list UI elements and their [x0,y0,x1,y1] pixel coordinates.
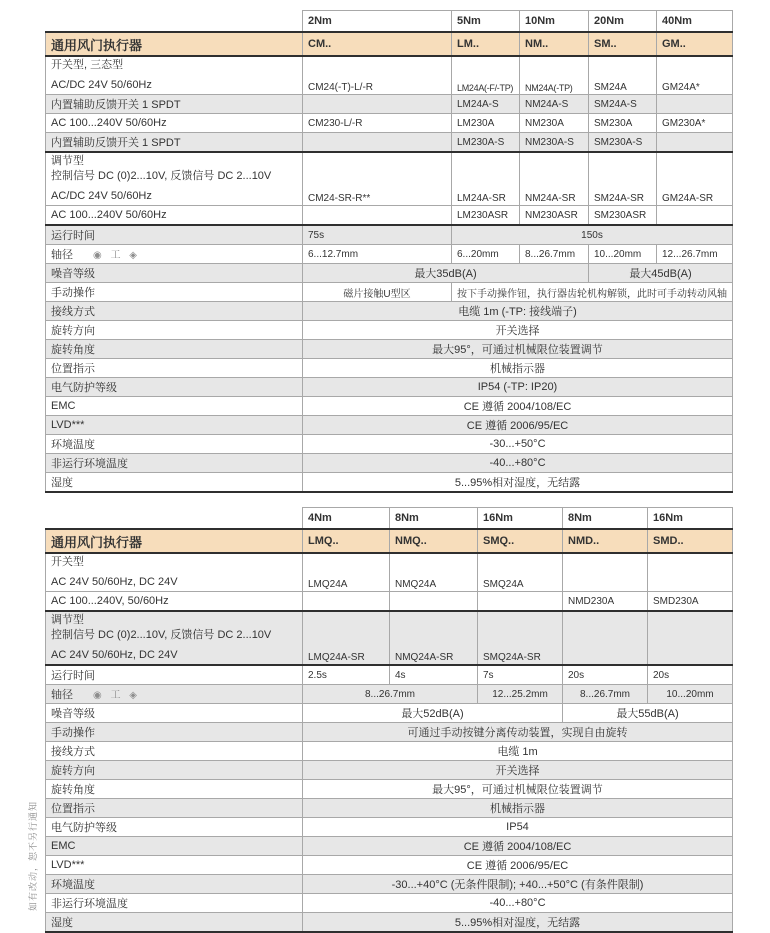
family-cell: SMQ.. [478,529,563,553]
row-modulating-ac230 [46,206,733,226]
row-label: 位置指示 [46,359,303,378]
row-ambient-temp [46,875,733,894]
model-cell [563,611,648,665]
row-rotation-angle [46,780,733,799]
row-ambient-temp [46,435,733,454]
value-cell: IP54 (-TP: IP20) [303,378,733,397]
value-cell: 4s [390,665,478,685]
model-cell: NM24A(-TP) [520,56,589,95]
section-title: 调节型 [51,155,84,167]
row-modulating [46,152,733,206]
model-cell: LMQ24A [303,553,390,592]
section-title: 开关型, 三态型 [51,59,124,71]
value-cell: CE 遵循 2004/108/EC [303,837,733,856]
value-cell: 最大55dB(A) [563,704,733,723]
row-rotation-direction [46,321,733,340]
row-emc [46,837,733,856]
torque-cell: 16Nm [648,508,733,530]
model-cell: NM230ASR [520,206,589,226]
value-cell: 磁片接触U型区 [303,283,452,302]
power-label: AC 24V 50/60Hz, DC 24V [51,576,178,588]
model-cell: NMD230A [563,592,648,612]
row-label: 手动操作 [46,283,303,302]
value-cell: 机械指示器 [303,799,733,818]
row-wiring [46,742,733,761]
row-label [46,553,303,592]
row-label: LVD*** [46,416,303,435]
model-cell [648,611,733,665]
value-cell: 最大35dB(A) [303,264,589,283]
value-cell: 2.5s [303,665,390,685]
value-cell: -40...+80°C [303,454,733,473]
value-cell: 75s [303,225,452,245]
row-label: 运行时间 [46,665,303,685]
family-cell: LMQ.. [303,529,390,553]
row-label: 轴径 ◉ 工 ◈ [46,245,303,264]
row-switch-ac230 [46,592,733,612]
value-cell: 开关选择 [303,761,733,780]
row-label: 旋转角度 [46,340,303,359]
model-cell: NM24A-S [520,95,589,114]
model-cell [390,592,478,612]
section-title: 开关型 [51,556,84,568]
row-aux-switch-2 [46,133,733,153]
model-cell [303,206,452,226]
row-label [46,56,303,95]
value-cell: 可通过手动按键分离传动装置，实现自由旋转 [303,723,733,742]
header-spacer [46,508,303,530]
value-cell: 最大95°，可通过机械限位装置调节 [303,340,733,359]
value-cell: 机械指示器 [303,359,733,378]
model-cell: GM24A* [657,56,733,95]
row-label: LVD*** [46,856,303,875]
model-cell: LM230A-S [452,133,520,153]
row-label: 接线方式 [46,742,303,761]
value-cell: 20s [648,665,733,685]
actuator-spec-table-1 [45,10,733,493]
shaft-profile-icons: ◉ 工 ◈ [93,690,140,701]
value-cell: 8...26.7mm [520,245,589,264]
model-cell: SM230A [589,114,657,133]
value-cell: 最大95°，可通过机械限位装置调节 [303,780,733,799]
model-cell: SMD230A [648,592,733,612]
family-cell: SM.. [589,32,657,56]
value-cell: 5...95%相对湿度，无结露 [303,913,733,933]
torque-cell: 16Nm [478,508,563,530]
row-label [46,611,303,665]
row-label: 电气防护等级 [46,818,303,837]
row-label: 内置辅助反馈开关 1 SPDT [46,95,303,114]
value-cell: 最大45dB(A) [589,264,733,283]
torque-cell: 20Nm [589,11,657,33]
model-cell: LM230ASR [452,206,520,226]
model-cell: SM24A-S [589,95,657,114]
model-cell [648,553,733,592]
row-switch-ac230 [46,114,733,133]
value-cell: 5...95%相对湿度，无结露 [303,473,733,493]
torque-header-row [46,508,733,530]
row-label: 非运行环境温度 [46,454,303,473]
model-cell: NM230A [520,114,589,133]
row-label: 噪音等级 [46,704,303,723]
family-cell: LM.. [452,32,520,56]
value-cell: CE 遵循 2006/95/EC [303,416,733,435]
torque-header-row [46,11,733,33]
row-protection-class [46,818,733,837]
family-header-row [46,32,733,56]
section-title: 调节型 [51,614,84,626]
row-aux-switch-1 [46,95,733,114]
torque-cell: 10Nm [520,11,589,33]
value-cell: -30...+50°C [303,435,733,454]
row-label: AC 100...240V 50/60Hz [46,114,303,133]
row-switch-type [46,553,733,592]
torque-cell: 8Nm [563,508,648,530]
header-spacer [46,11,303,33]
row-lvd [46,416,733,435]
model-cell: LM24A-S [452,95,520,114]
model-cell [657,95,733,114]
model-cell [657,133,733,153]
row-label: 环境温度 [46,875,303,894]
model-cell: NM24A-SR [520,152,589,206]
row-label: 旋转角度 [46,780,303,799]
model-cell: CM24(-T)-L/-R [303,56,452,95]
value-cell: 6...20mm [452,245,520,264]
row-label: 轴径 ◉ 工 ◈ [46,685,303,704]
family-header-row [46,529,733,553]
value-cell: 12...26.7mm [657,245,733,264]
model-cell: SM24A [589,56,657,95]
value-cell: 电缆 1m [303,742,733,761]
power-label: AC/DC 24V 50/60Hz [51,190,152,202]
row-label: 接线方式 [46,302,303,321]
row-shaft-diameter [46,245,733,264]
model-cell: SM24A-SR [589,152,657,206]
torque-cell: 8Nm [390,508,478,530]
row-running-time [46,225,733,245]
row-noise-level [46,264,733,283]
family-cell: NMD.. [563,529,648,553]
row-label: 位置指示 [46,799,303,818]
row-wiring [46,302,733,321]
row-rotation-direction [46,761,733,780]
row-label: EMC [46,397,303,416]
row-manual-operation [46,723,733,742]
row-rotation-angle [46,340,733,359]
family-cell: NM.. [520,32,589,56]
value-cell: 最大52dB(A) [303,704,563,723]
family-cell: NMQ.. [390,529,478,553]
value-cell: 12...25.2mm [478,685,563,704]
model-cell: SMQ24A-SR [478,611,563,665]
actuator-spec-table-2 [45,507,733,933]
model-cell: GM24A-SR [657,152,733,206]
value-cell: 20s [563,665,648,685]
model-cell [563,553,648,592]
model-cell: LM24A-SR [452,152,520,206]
value-cell: 开关选择 [303,321,733,340]
model-cell: LMQ24A-SR [303,611,390,665]
row-humidity [46,473,733,493]
row-storage-temp [46,454,733,473]
power-label: AC/DC 24V 50/60Hz [51,79,152,91]
row-label: 内置辅助反馈开关 1 SPDT [46,133,303,153]
family-cell: CM.. [303,32,452,56]
row-label: 噪音等级 [46,264,303,283]
torque-cell: 4Nm [303,508,390,530]
table-title: 通用风门执行器 [46,529,303,553]
row-label [46,152,303,206]
model-cell [478,592,563,612]
value-cell: IP54 [303,818,733,837]
row-label: 湿度 [46,473,303,493]
value-cell: 10...20mm [648,685,733,704]
row-noise-level [46,704,733,723]
model-cell: GM230A* [657,114,733,133]
row-modulating [46,611,733,665]
table-title: 通用风门执行器 [46,32,303,56]
row-label: 旋转方向 [46,321,303,340]
row-shaft-diameter [46,685,733,704]
model-cell [303,95,452,114]
row-switch-type [46,56,733,95]
row-label: 运行时间 [46,225,303,245]
row-protection-class [46,378,733,397]
model-cell [303,133,452,153]
value-cell: CE 遵循 2006/95/EC [303,856,733,875]
model-cell: NMQ24A-SR [390,611,478,665]
signal-label: 控制信号 DC (0)2...10V, 反馈信号 DC 2...10V [51,170,272,182]
model-cell: CM24-SR-R** [303,152,452,206]
side-note-vertical: 如有改动，恕不另行通知 [28,800,38,911]
power-label: AC 24V 50/60Hz, DC 24V [51,649,178,661]
row-label: 环境温度 [46,435,303,454]
row-lvd [46,856,733,875]
row-label: AC 100...240V, 50/60Hz [46,592,303,612]
value-cell: 按下手动操作钮，执行器齿轮机构解锁，此时可手动转动风轴 [452,283,733,302]
model-cell: CM230-L/-R [303,114,452,133]
value-cell: 8...26.7mm [563,685,648,704]
torque-cell: 2Nm [303,11,452,33]
model-cell: SM230ASR [589,206,657,226]
model-cell: LM24A(-F/-TP) [452,56,520,95]
model-cell: SMQ24A [478,553,563,592]
row-label: 非运行环境温度 [46,894,303,913]
family-cell: GM.. [657,32,733,56]
value-cell: 150s [452,225,733,245]
row-humidity [46,913,733,933]
row-storage-temp [46,894,733,913]
torque-cell: 5Nm [452,11,520,33]
model-cell [657,206,733,226]
row-label: 电气防护等级 [46,378,303,397]
signal-label: 控制信号 DC (0)2...10V, 反馈信号 DC 2...10V [51,629,272,641]
family-cell: SMD.. [648,529,733,553]
row-emc [46,397,733,416]
row-label: EMC [46,837,303,856]
value-cell: 6...12.7mm [303,245,452,264]
model-cell [303,592,390,612]
row-position-indication [46,799,733,818]
value-cell: 电缆 1m (-TP: 接线端子) [303,302,733,321]
model-cell: SM230A-S [589,133,657,153]
row-label: 手动操作 [46,723,303,742]
value-cell: -40...+80°C [303,894,733,913]
value-cell: 7s [478,665,563,685]
value-cell: -30...+40°C (无条件限制); +40...+50°C (有条件限制) [303,875,733,894]
row-label: AC 100...240V 50/60Hz [46,206,303,226]
row-position-indication [46,359,733,378]
torque-cell: 40Nm [657,11,733,33]
row-manual-operation [46,283,733,302]
model-cell: NMQ24A [390,553,478,592]
row-label: 湿度 [46,913,303,933]
value-cell: 8...26.7mm [303,685,478,704]
value-cell: CE 遵循 2004/108/EC [303,397,733,416]
model-cell: NM230A-S [520,133,589,153]
row-label: 旋转方向 [46,761,303,780]
model-cell: LM230A [452,114,520,133]
value-cell: 10...20mm [589,245,657,264]
row-running-time [46,665,733,685]
shaft-profile-icons: ◉ 工 ◈ [93,250,140,261]
